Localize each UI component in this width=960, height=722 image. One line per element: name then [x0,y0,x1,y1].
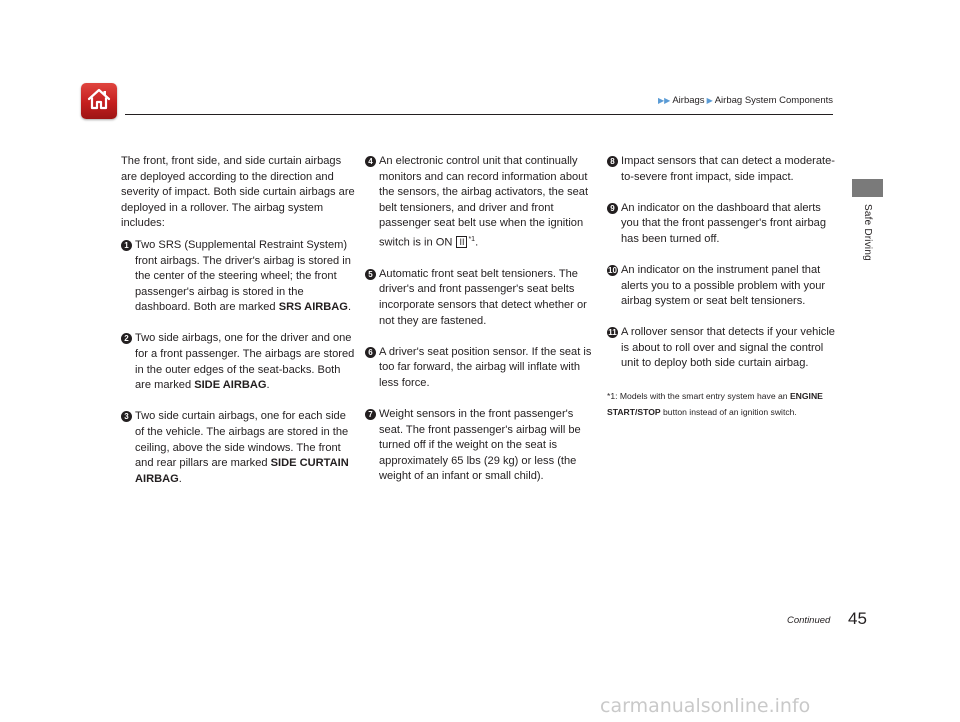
item-number-badge: 1 [121,240,132,251]
list-item [121,409,356,487]
breadcrumb-item-airbags[interactable]: Airbags [672,95,705,106]
list-item [121,331,356,393]
column-1 [121,154,356,503]
item-number-badge: 3 [121,411,132,422]
item-number-badge: 6 [365,347,376,358]
item-text: An indicator on the instrument panel that alerts you to a possible problem with your airbag system or seat belt tensioners. [621,263,826,308]
item-number-badge: 11 [608,328,617,338]
item-text: Two SRS (Supplemental Restraint System) front airbags. The driver's airbag is stored in the center of the steering wheel; the front passenger's airbag is stored in the dashboard. Both are marked [135,238,351,314]
footnote-text-end: button instead of an ignition switch. [660,406,797,417]
list-item [607,263,835,310]
item-number-badge: 5 [365,269,376,280]
item-number-badge: 8 [607,156,618,167]
list-item [365,345,595,392]
item-text: A driver's seat position sensor. If the seat is too far forward, the airbag will inflate with less force. [379,345,592,389]
item-text: Two side airbags, one for the driver and one for a front passenger. The airbags are stored in the outer edges of the seat-backs. Both are marked [135,332,355,392]
footnote-button-name: ENGINE START/STOP [607,390,823,417]
chevron-right-icon: ▶▶ [658,96,671,105]
footnote [607,388,835,420]
list-item [365,154,595,251]
item-marking: SIDE AIRBAG [194,379,267,392]
item-number-badge: 4 [365,156,376,167]
list-item [121,238,356,316]
home-button[interactable] [81,83,117,119]
breadcrumb [658,95,833,106]
item-text: An electronic control unit that continually monitors and can record information about the sensors, the airbag activators, the seat belt tensioners, and driver and front passenger seat belt use when the ignition switch is in ON [379,155,589,249]
item-number-badge: 2 [121,333,132,344]
list-item [365,267,595,329]
breadcrumb-item-components[interactable]: Airbag System Components [714,95,833,106]
watermark: carmanualsonline.info [600,695,811,717]
page-number: 45 [848,609,867,628]
item-number-badge: 10 [608,265,617,275]
column-3 [607,154,835,420]
ignition-key-icon: II [456,236,467,248]
item-marking: SRS AIRBAG [278,301,348,314]
header-divider [125,114,833,115]
item-text: Automatic front seat belt tensioners. The driver's and front passenger's seat belts incorporate sensors that detect whether or not they are fastened. [379,267,587,327]
chevron-right-icon: ▶ [706,96,713,105]
list-item [607,325,835,372]
section-label: Safe Driving [862,204,873,261]
item-tail: . [347,301,352,314]
list-item [365,407,595,485]
item-text: A rollover sensor that detects if your vehicle is about to roll over and signal the control unit to deploy both side curtain airbag. [621,326,835,370]
home-icon [87,88,111,115]
item-text: An indicator on the dashboard that alerts you that the front passenger's front airbag has been turned off. [621,201,827,245]
item-marking: SIDE CURTAIN AIRBAG [135,457,349,485]
footnote-ref-link[interactable]: *1 [468,235,476,243]
item-text: Two side curtain airbags, one for each side of the vehicle. The airbags are stored in the ceiling, above the side windows. The front and rear pillars are marked [135,410,349,470]
list-item [607,201,835,248]
item-number-badge: 9 [607,203,618,214]
intro-text: The front, front side, and side curtain airbags are deployed according to the direction and severity of impact. Both side curtain airbags are deployed in a rollover. The airbag system includes: [121,155,355,230]
item-tail: . [178,472,182,485]
item-text: Weight sensors in the front passenger's seat. The front passenger's airbag will be turned off if the weight on the seat is approximately 65 lbs (29 kg) or less (the weight of an infant or small child). [379,407,581,483]
footnote-text: *1: Models with the smart entry system have an [607,390,790,401]
item-text: Impact sensors that can detect a moderate-to-severe front impact, side impact. [621,155,835,183]
section-tab[interactable] [852,179,883,197]
item-tail: . [266,379,270,392]
item-number-badge: 7 [365,409,376,420]
continued-label: Continued [787,615,831,626]
list-item [607,154,835,185]
item-tail: . [475,236,479,249]
column-2 [365,154,595,500]
